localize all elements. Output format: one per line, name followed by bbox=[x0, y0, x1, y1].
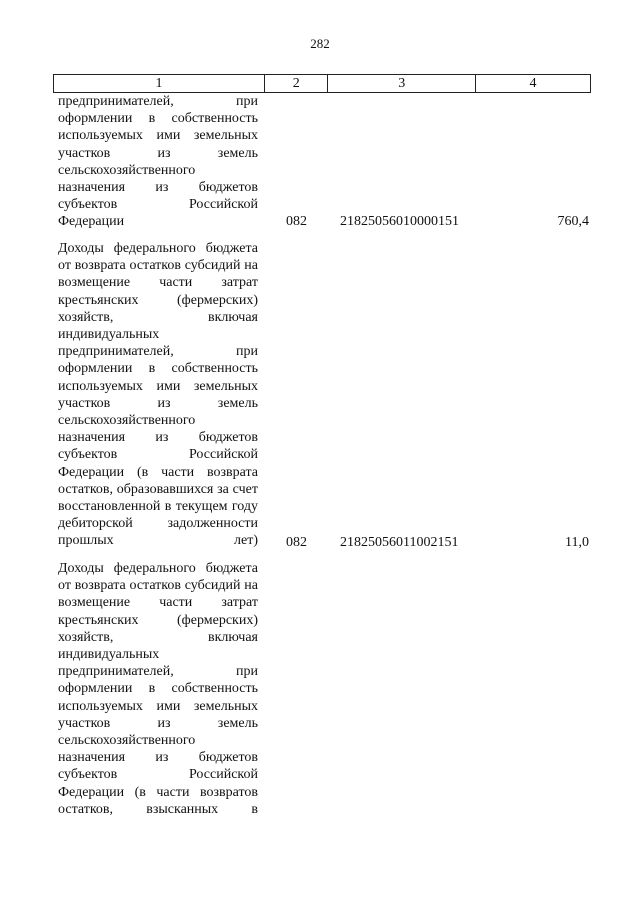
row-amount: 760,4 bbox=[557, 214, 589, 229]
row-description: Доходы федерального бюджета от возврата остатков субсидий на возмещение части затрат крестьянских (фермерских) хозяйств, включая индивидуальных предпринимателей, при оформлении в собственность используемых ими земельных участков из земель сельскохозяйственного назначения из бюджетов субъектов Российской Федерации (в части возвратов остатков, взысканных в bbox=[58, 561, 258, 817]
row-description: предпринимателей, при оформлении в собственность используемых ими земельных участков из земель сельскохозяйственного назначения из бюджетов субъектов Российской Федерации bbox=[58, 94, 258, 230]
table-header bbox=[53, 74, 591, 93]
row-kbk-code: 21825056011002151 bbox=[340, 535, 459, 550]
row-admin-code: 082 bbox=[286, 214, 307, 229]
row-description: Доходы федерального бюджета от возврата остатков субсидий на возмещение части затрат крестьянских (фермерских) хозяйств, включая индивидуальных предпринимателей, при оформлении в собственность используемых ими земельных участков из земель сельскохозяйственного назначения из бюджетов субъектов Российской Федерации (в части возврата остатков, образовавшихся за счет восстановленной в текущем году дебиторской задолженности прошлых лет) bbox=[58, 241, 258, 549]
row-admin-code: 082 bbox=[286, 535, 307, 550]
header-cell-col2: 2 bbox=[264, 75, 327, 93]
table-header-row bbox=[54, 75, 591, 93]
page-number: 282 bbox=[310, 36, 330, 51]
row-amount: 11,0 bbox=[565, 535, 589, 550]
header-cell-col4: 4 bbox=[476, 75, 591, 93]
row-kbk-code: 21825056010000151 bbox=[340, 214, 459, 229]
header-cell-col3: 3 bbox=[328, 75, 476, 93]
header-cell-col1: 1 bbox=[54, 75, 265, 93]
